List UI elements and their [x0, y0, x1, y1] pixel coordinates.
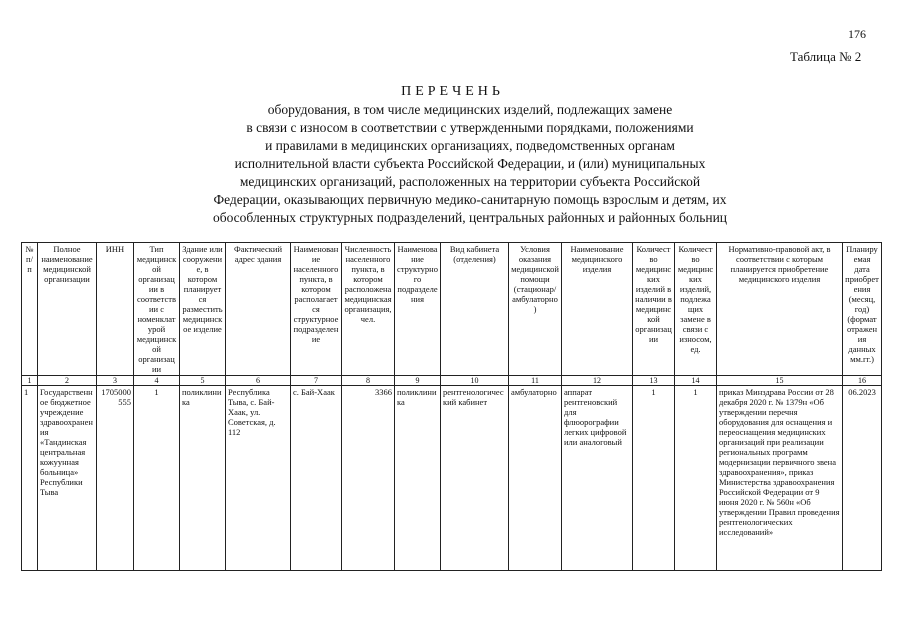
- subtitle-line: медицинских организаций, расположенных на территории субъекта Российской: [239, 174, 701, 189]
- table-cell: 3366: [342, 386, 395, 571]
- column-number: 3: [97, 376, 134, 386]
- column-number: 13: [633, 376, 675, 386]
- table-cell: 1: [134, 386, 180, 571]
- column-number: 15: [717, 376, 843, 386]
- subtitle-line: и правилами в медицинских организациях, подведомственных органам: [265, 138, 675, 153]
- subtitle-line: исполнительной власти субъекта Российской Федерации, и (или) муниципальных: [234, 156, 706, 171]
- page-number: 176: [848, 27, 866, 41]
- column-number: 5: [180, 376, 226, 386]
- column-number: 14: [675, 376, 717, 386]
- column-header: Наименование медицинского изделия: [562, 243, 633, 376]
- table-cell: Государственное бюджетное учреждение здравоохранения «Тандинская центральная кожуунная больница» Республики Тыва: [38, 386, 97, 571]
- column-header: Фактический адрес здания: [226, 243, 291, 376]
- table-cell: 1: [633, 386, 675, 571]
- column-header: Нормативно-правовой акт, в соответствии с которым планируется приобретение медицинского изделия: [717, 243, 843, 376]
- table-cell: рентгенологический кабинет: [441, 386, 509, 571]
- column-number-row: [22, 376, 882, 386]
- column-number: 1: [22, 376, 38, 386]
- column-header: № п/п: [22, 243, 38, 376]
- table-cell: Республика Тыва, с. Бай-Хаак, ул. Советская, д. 112: [226, 386, 291, 571]
- table-cell: поликлиника: [395, 386, 441, 571]
- table-cell: поликлиника: [180, 386, 226, 571]
- table-cell: приказ Минздрава России от 28 декабря 2020 г. № 1379н «Об утверждении перечня оборудования для оснащения и переоснащения медицинских организаций при реализации региональных программ модернизации первичного звена здравоохранения», приказ Министерства здравоохранения Российской Федерации от 9 июня 2020 г. № 560н «Об утверждении Правил проведения рентгенологических исследований»: [717, 386, 843, 571]
- column-header: Условия оказания медицинской помощи (стационар/амбулаторно): [509, 243, 562, 376]
- column-header: Тип медицинской организации в соответствии с номенклатурой медицинской организации: [134, 243, 180, 376]
- column-header: Наименование населенного пункта, в котором располагается структурное подразделение: [291, 243, 342, 376]
- column-header: Здание или сооружение, в котором планируется разместить медицинское изделие: [180, 243, 226, 376]
- table-cell: с. Бай-Хаак: [291, 386, 342, 571]
- table-header-row: [22, 243, 882, 376]
- table-cell: 1705000555: [97, 386, 134, 571]
- column-number: 12: [562, 376, 633, 386]
- table-row: [22, 386, 882, 571]
- table-cell: амбулаторно: [509, 386, 562, 571]
- equipment-table: [21, 242, 882, 571]
- column-number: 9: [395, 376, 441, 386]
- subtitle-line: оборудования, в том числе медицинских изделий, подлежащих замене: [267, 102, 673, 117]
- column-number: 16: [843, 376, 882, 386]
- subtitle-line: в связи с износом в соответствии с утвержденными порядками, положениями: [246, 120, 694, 135]
- column-number: 6: [226, 376, 291, 386]
- column-header: Полное наименование медицинской организации: [38, 243, 97, 376]
- table-cell: аппарат рентгеновский для флюорографии легких цифровой или аналоговый: [562, 386, 633, 571]
- column-number: 11: [509, 376, 562, 386]
- table-cell: 1: [22, 386, 38, 571]
- column-number: 2: [38, 376, 97, 386]
- document-subtitle: [100, 101, 840, 227]
- column-header: Планируемая дата приобретения (месяц, год) (формат отражения данных мм.гг.): [843, 243, 882, 376]
- table-cell: 1: [675, 386, 717, 571]
- column-header: Численность населенного пункта, в котором расположена медицинская организация, чел.: [342, 243, 395, 376]
- document-title: ПЕРЕЧЕНЬ: [401, 84, 504, 99]
- column-number: 8: [342, 376, 395, 386]
- column-number: 4: [134, 376, 180, 386]
- column-number: 10: [441, 376, 509, 386]
- subtitle-line: Федерации, оказывающих первичную медико-санитарную помощь взрослым и детям, их: [213, 192, 727, 207]
- subtitle-line: обособленных структурных подразделений, центральных районных и районных больниц: [212, 210, 728, 225]
- column-header: Количество медицинских изделий, подлежащих замене в связи с износом, ед.: [675, 243, 717, 376]
- table-label: Таблица № 2: [790, 49, 862, 64]
- column-header: Наименование структурного подразделения: [395, 243, 441, 376]
- column-header: Вид кабинета (отделения): [441, 243, 509, 376]
- table-cell: 06.2023: [843, 386, 882, 571]
- column-header: ИНН: [97, 243, 134, 376]
- column-number: 7: [291, 376, 342, 386]
- column-header: Количество медицинских изделий в наличии в медицинской организации: [633, 243, 675, 376]
